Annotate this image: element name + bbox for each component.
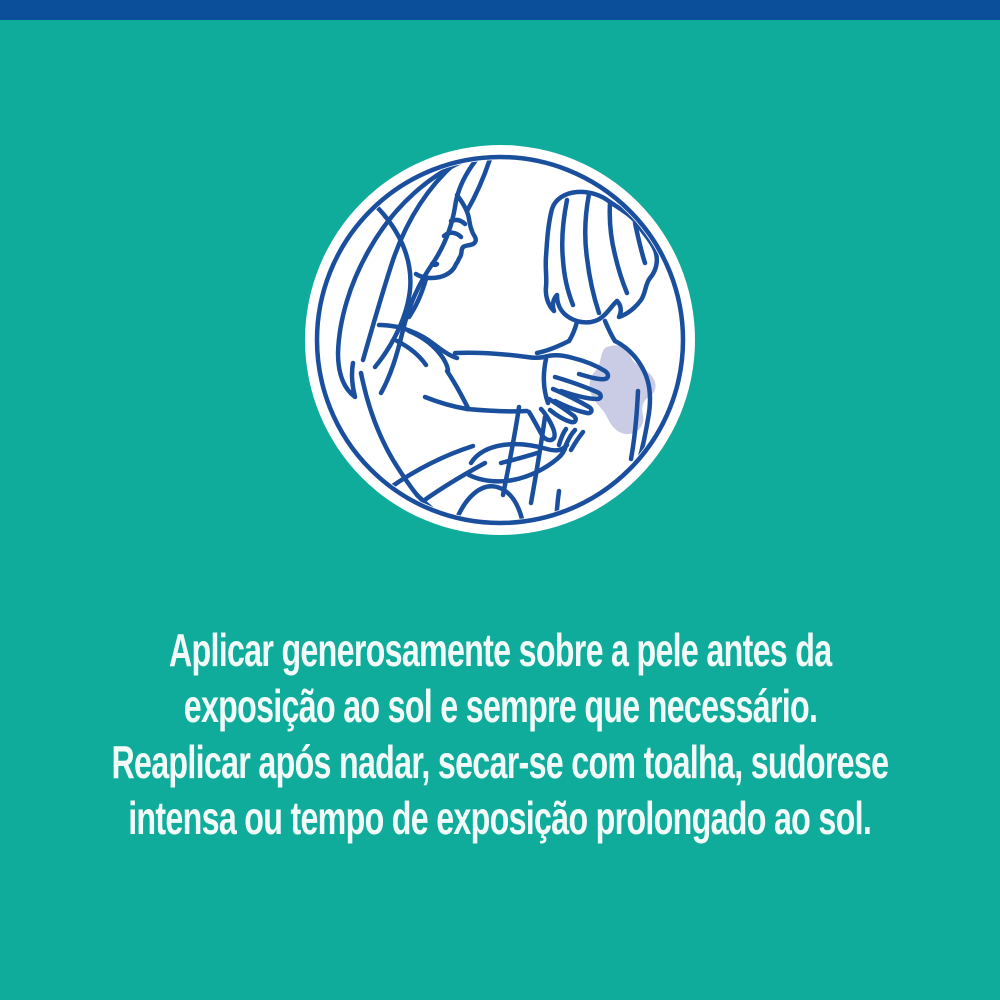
instruction-line-2: exposição ao sol e sempre que necessário. xyxy=(183,680,817,732)
instruction-line-4: intensa ou tempo de exposição prolongado ao sol. xyxy=(128,792,872,844)
illustration-circle xyxy=(305,145,695,535)
sunscreen-application-illustration xyxy=(305,145,695,535)
instruction-line-1: Aplicar generosamente sobre a pele antes da xyxy=(168,624,832,676)
instruction-line-3: Reaplicar após nadar, secar-se com toalha, sudorese xyxy=(111,736,889,788)
top-accent-bar xyxy=(0,0,1000,20)
illustration-badge xyxy=(305,145,695,535)
instruction-text-block xyxy=(0,622,1000,846)
